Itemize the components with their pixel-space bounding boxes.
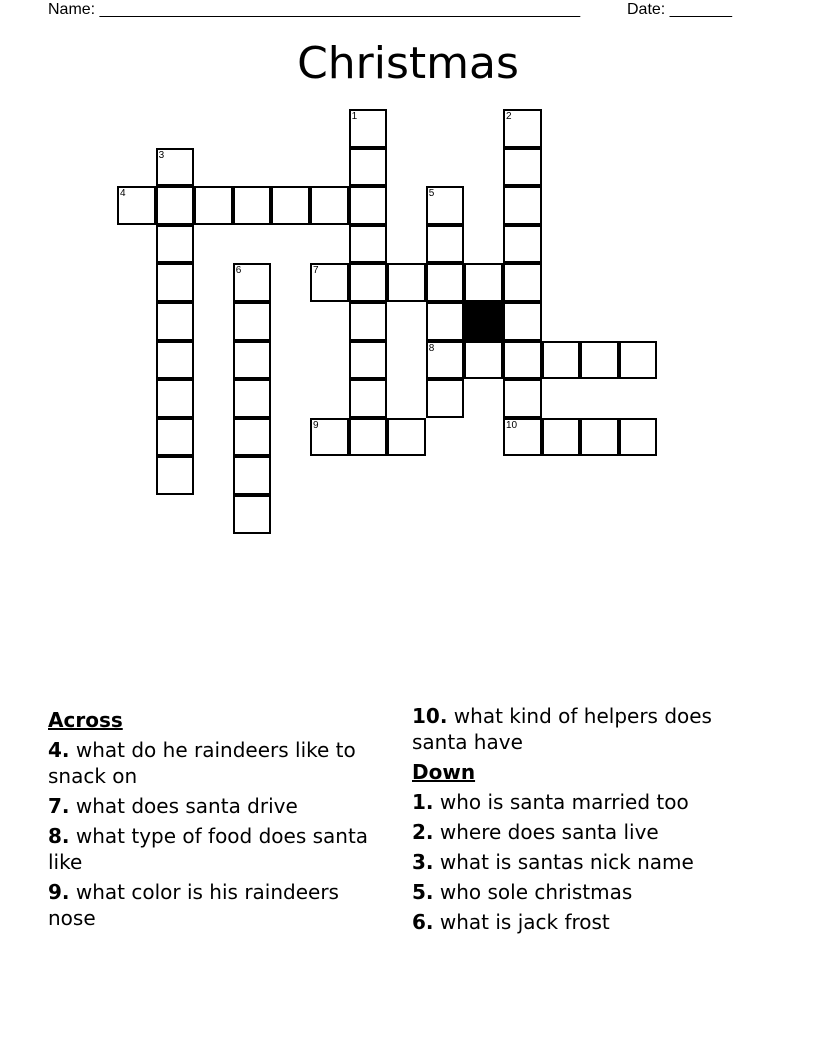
clues-column-right bbox=[412, 703, 772, 935]
cell-number: 9 bbox=[313, 419, 319, 431]
puzzle-title: Christmas bbox=[297, 38, 519, 89]
clue-text: who sole christmas bbox=[439, 880, 633, 904]
grid-cell[interactable] bbox=[426, 263, 465, 302]
clue-number: 2. bbox=[412, 820, 434, 844]
date-field: Date: _______ bbox=[627, 1, 732, 18]
grid-cell[interactable] bbox=[156, 379, 195, 418]
cell-number: 4 bbox=[120, 188, 126, 200]
grid-cell[interactable] bbox=[156, 263, 195, 302]
clue-number: 8. bbox=[48, 824, 70, 848]
grid-cell[interactable] bbox=[310, 263, 349, 302]
across-clue bbox=[412, 703, 772, 755]
grid-cell[interactable] bbox=[503, 418, 542, 457]
grid-cell[interactable] bbox=[503, 109, 542, 148]
clue-number: 7. bbox=[48, 794, 70, 818]
grid-cell[interactable] bbox=[233, 186, 272, 225]
grid-cell[interactable] bbox=[156, 418, 195, 457]
grid-cell[interactable] bbox=[349, 379, 388, 418]
black-cell bbox=[464, 302, 503, 341]
grid-cell[interactable] bbox=[117, 186, 156, 225]
grid-cell[interactable] bbox=[349, 418, 388, 457]
clue-number: 3. bbox=[412, 850, 434, 874]
grid-cell[interactable] bbox=[426, 186, 465, 225]
name-field: Name: ______________________________________________________ bbox=[48, 1, 581, 18]
grid-cell[interactable] bbox=[503, 148, 542, 187]
cell-number: 10 bbox=[506, 419, 518, 431]
grid-cell[interactable] bbox=[156, 186, 195, 225]
grid-cell[interactable] bbox=[503, 379, 542, 418]
clue-text: where does santa live bbox=[439, 820, 659, 844]
grid-cell[interactable] bbox=[233, 341, 272, 380]
clue-text: what type of food does santa like bbox=[48, 824, 369, 874]
grid-cell[interactable] bbox=[503, 225, 542, 264]
cell-number: 3 bbox=[158, 149, 165, 161]
grid-cell[interactable] bbox=[233, 379, 272, 418]
grid-cell[interactable] bbox=[194, 186, 233, 225]
grid-cell[interactable] bbox=[156, 341, 195, 380]
cell-number: 2 bbox=[506, 111, 512, 122]
grid-cell[interactable] bbox=[349, 302, 388, 341]
grid-cell[interactable] bbox=[233, 302, 272, 341]
grid-cell[interactable] bbox=[542, 418, 581, 457]
grid-cell[interactable] bbox=[503, 186, 542, 225]
grid-cell[interactable] bbox=[156, 302, 195, 341]
grid-cell[interactable] bbox=[619, 418, 658, 457]
grid-cell[interactable] bbox=[426, 341, 465, 380]
grid-cell[interactable] bbox=[233, 263, 272, 302]
clue-number: 6. bbox=[412, 910, 434, 934]
grid-cell[interactable] bbox=[387, 263, 426, 302]
across-clue bbox=[48, 879, 378, 931]
clue-text: what is santas nick name bbox=[439, 850, 694, 874]
cell-number: 8 bbox=[428, 342, 435, 354]
clue-text: who is santa married too bbox=[439, 790, 689, 814]
down-clue bbox=[412, 909, 772, 935]
clue-text: what kind of helpers does santa have bbox=[412, 704, 712, 754]
down-heading: Down bbox=[412, 760, 476, 784]
clue-number: 5. bbox=[412, 880, 434, 904]
clue-text: what color is his raindeers nose bbox=[48, 880, 339, 930]
grid-cell[interactable] bbox=[233, 495, 272, 534]
clue-number: 4. bbox=[48, 738, 70, 762]
grid-cell[interactable] bbox=[310, 418, 349, 457]
clue-text: what is jack frost bbox=[439, 910, 610, 934]
cell-number: 6 bbox=[235, 265, 242, 277]
clue-number: 1. bbox=[412, 790, 434, 814]
down-clue bbox=[412, 849, 772, 875]
clue-text: what do he raindeers like to snack on bbox=[48, 738, 356, 788]
grid-cell[interactable] bbox=[426, 302, 465, 341]
crossword-grid bbox=[118, 110, 718, 580]
cell-number: 1 bbox=[351, 111, 358, 122]
grid-cell[interactable] bbox=[156, 456, 195, 495]
grid-cell[interactable] bbox=[349, 148, 388, 187]
grid-cell[interactable] bbox=[580, 418, 619, 457]
across-clue bbox=[48, 793, 378, 819]
grid-cell[interactable] bbox=[349, 109, 388, 148]
grid-cell[interactable] bbox=[349, 341, 388, 380]
grid-cell[interactable] bbox=[271, 186, 310, 225]
clue-text: what does santa drive bbox=[75, 794, 298, 818]
across-heading: Across bbox=[48, 708, 123, 732]
cell-number: 7 bbox=[313, 265, 319, 277]
grid-cell[interactable] bbox=[349, 225, 388, 264]
clue-number: 10. bbox=[412, 704, 448, 728]
grid-cell[interactable] bbox=[349, 263, 388, 302]
grid-cell[interactable] bbox=[619, 341, 658, 380]
grid-cell[interactable] bbox=[503, 302, 542, 341]
across-clue bbox=[48, 823, 378, 875]
grid-cell[interactable] bbox=[503, 341, 542, 380]
grid-cell[interactable] bbox=[464, 341, 503, 380]
grid-cell[interactable] bbox=[387, 418, 426, 457]
cell-number: 5 bbox=[428, 188, 435, 200]
grid-cell[interactable] bbox=[156, 148, 195, 187]
grid-cell[interactable] bbox=[542, 341, 581, 380]
grid-cell[interactable] bbox=[426, 379, 465, 418]
down-clue bbox=[412, 879, 772, 905]
across-clue bbox=[48, 737, 378, 789]
grid-cell[interactable] bbox=[233, 456, 272, 495]
down-clue bbox=[412, 789, 772, 815]
clues-column-left bbox=[48, 703, 378, 931]
grid-cell[interactable] bbox=[464, 263, 503, 302]
grid-cell[interactable] bbox=[503, 263, 542, 302]
grid-cell[interactable] bbox=[233, 418, 272, 457]
grid-cell[interactable] bbox=[156, 225, 195, 264]
grid-cell[interactable] bbox=[349, 186, 388, 225]
grid-cell[interactable] bbox=[310, 186, 349, 225]
down-clue bbox=[412, 819, 772, 845]
clue-number: 9. bbox=[48, 880, 70, 904]
grid-cell[interactable] bbox=[580, 341, 619, 380]
grid-cell[interactable] bbox=[426, 225, 465, 264]
